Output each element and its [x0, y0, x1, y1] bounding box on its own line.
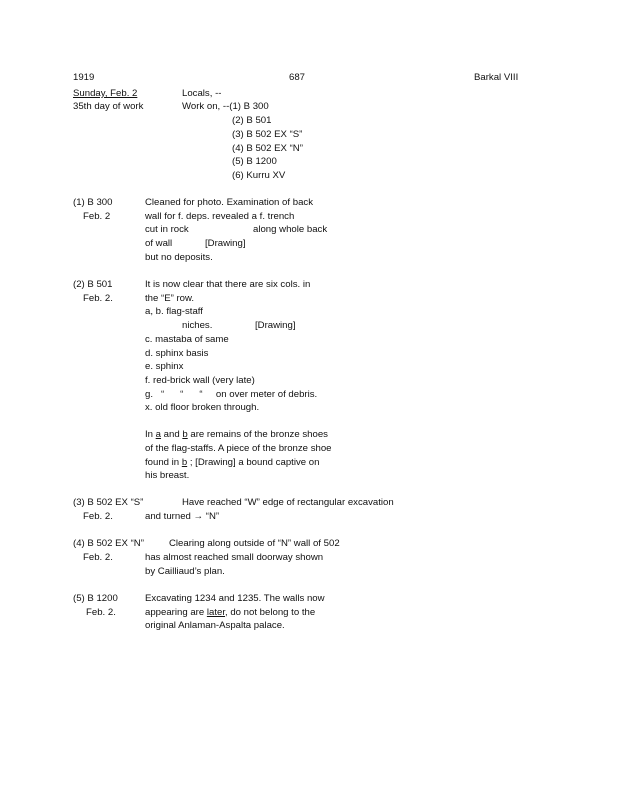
intro-locals: Locals, -- [182, 88, 222, 99]
page-number: 687 [289, 72, 306, 83]
entry-line: Cleaned for photo. Examination of back [145, 197, 313, 208]
entry-site: (1) B 300 [73, 197, 113, 208]
entry-line: original Anlaman-Aspalta palace. [145, 620, 285, 631]
underlined-word: later [206, 607, 226, 618]
entry-site: (4) B 502 EX “N” [73, 538, 144, 549]
entry-line: g. “ “ “ on over meter of debris. [145, 389, 318, 400]
work-item: (2) B 501 [232, 115, 272, 126]
entry-line: the “E” row. [145, 293, 195, 304]
entry-date: Feb. 2. [83, 552, 113, 563]
entry-line: wall for f. deps. revealed a f. trench [145, 211, 295, 222]
entry-line: of wall [145, 238, 173, 249]
paragraph-line [145, 458, 319, 468]
entry-line [145, 608, 315, 618]
entry-line: and turned → “N” [145, 511, 220, 522]
text-run: are remains of the bronze shoes [187, 429, 328, 440]
entry-site: (2) B 501 [73, 279, 113, 290]
text-run: appearing are [145, 607, 207, 618]
entry-line: e. sphinx [145, 361, 184, 372]
entry-line: but no deposits. [145, 252, 213, 263]
paragraph-line: his breast. [145, 470, 190, 481]
underlined-letter: b [182, 429, 188, 440]
entry-line: Excavating 1234 and 1235. The walls now [145, 593, 325, 604]
work-item: (6) Kurru XV [232, 170, 286, 181]
intro-day-of-work: 35th day of work [73, 101, 144, 112]
entry-date: Feb. 2. [83, 511, 113, 522]
entry-date: Feb. 2. [86, 607, 116, 618]
underlined-letter: a [155, 429, 162, 440]
paragraph-line: of the flag-staffs. A piece of the bronze shoe [145, 443, 332, 454]
header-year: 1919 [73, 72, 95, 83]
entry-line: d. sphinx basis [145, 348, 209, 359]
entry-line: a, b. flag-staff [145, 306, 203, 317]
entry-line: c. mastaba of same [145, 334, 229, 345]
entry-line: Have reached “W” edge of rectangular excavation [182, 497, 394, 508]
text-run: found in [145, 457, 182, 468]
work-item: (4) B 502 EX “N” [232, 143, 303, 154]
text-run: , do not belong to the [225, 607, 316, 618]
entry-line: x. old floor broken through. [145, 402, 260, 413]
drawing-placeholder: [Drawing] [255, 320, 296, 331]
entry-line: It is now clear that there are six cols. in [145, 279, 311, 290]
entry-line: Clearing along outside of “N” wall of 502 [169, 538, 340, 549]
text-run: and [161, 429, 183, 440]
paragraph-line [145, 430, 328, 440]
entry-line: by Cailliaud’s plan. [145, 566, 225, 577]
entry-site: (3) B 502 EX “S” [73, 497, 144, 508]
entry-site: (5) B 1200 [73, 593, 118, 604]
entry-line: cut in rock [145, 224, 189, 235]
entry-date: Feb. 2. [83, 293, 113, 304]
text-run: ; [Drawing] a bound captive on [187, 457, 320, 468]
intro-date: Sunday, Feb. 2 [73, 88, 138, 99]
drawing-placeholder: [Drawing] [205, 238, 246, 249]
work-item: (3) B 502 EX “S” [232, 129, 303, 140]
text-run: In [145, 429, 156, 440]
underlined-letter: b [181, 457, 188, 468]
entry-line: has almost reached small doorway shown [145, 552, 324, 563]
entry-line: f. red-brick wall (very late) [145, 375, 255, 386]
entry-line: along whole back [253, 224, 328, 235]
entry-line: niches. [182, 320, 213, 331]
intro-work-on: Work on, --(1) B 300 [182, 101, 269, 112]
header-site: Barkal VIII [474, 72, 519, 83]
entry-date: Feb. 2 [83, 211, 111, 222]
work-item: (5) B 1200 [232, 156, 277, 167]
